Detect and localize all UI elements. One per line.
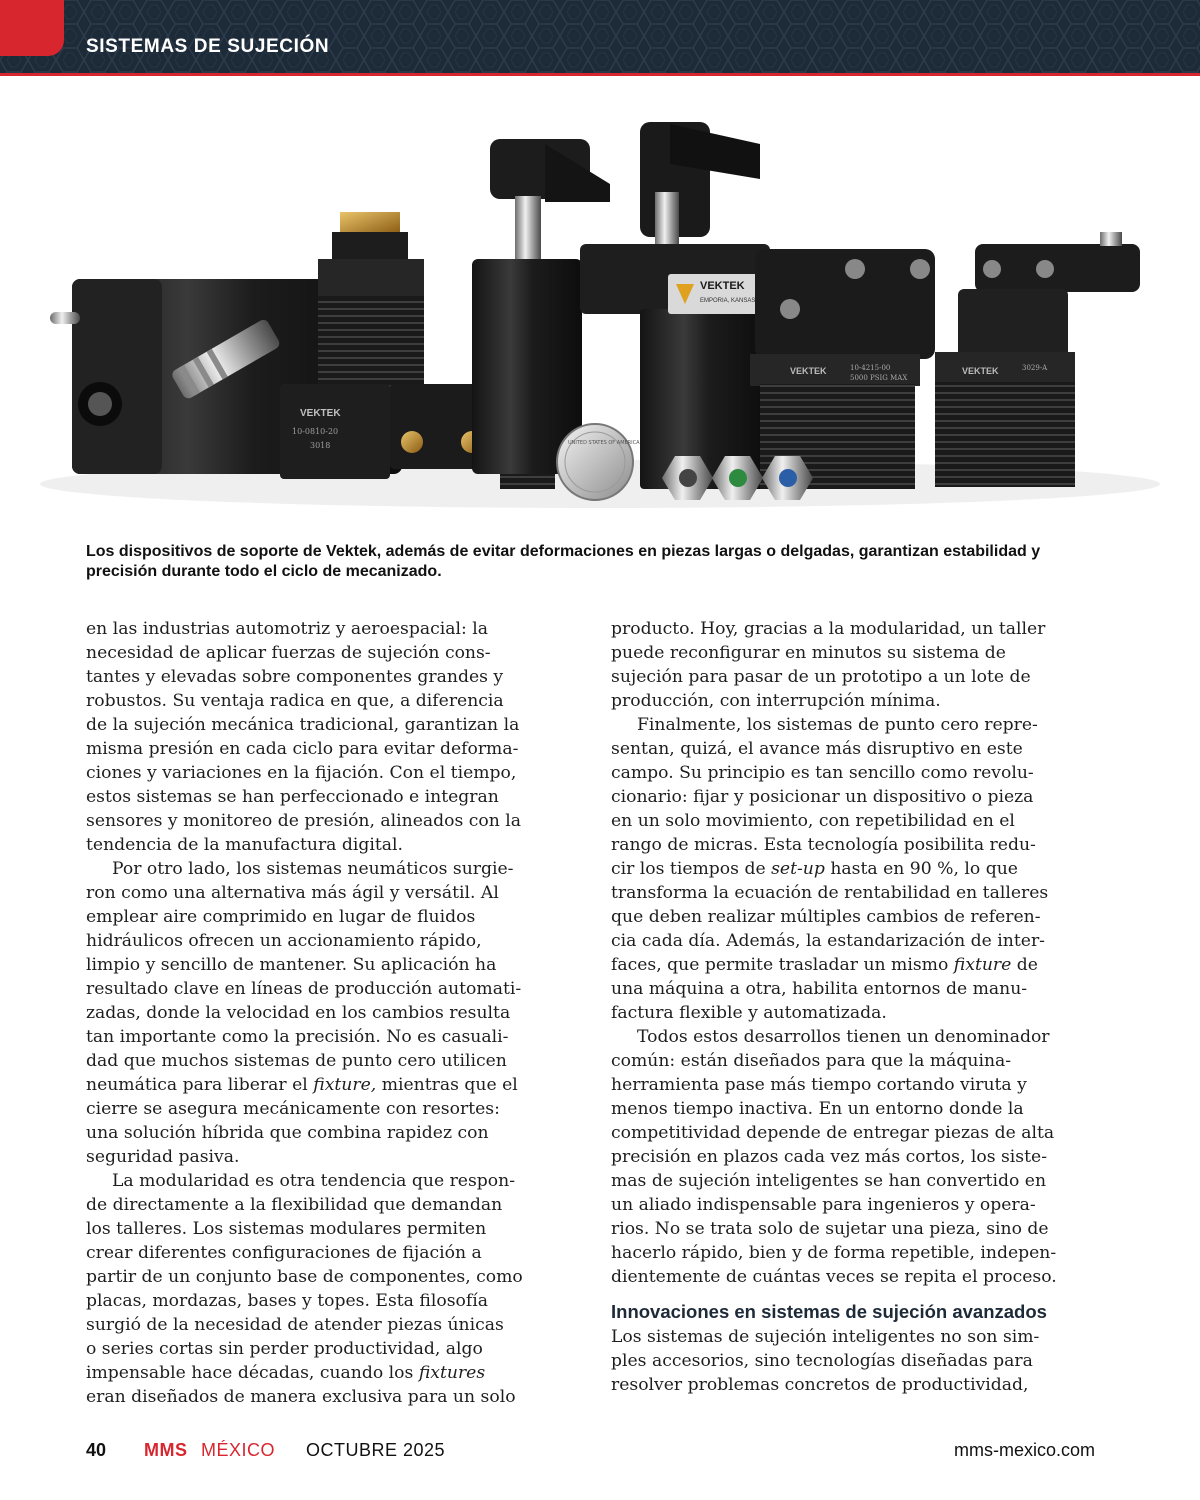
link-clamp-brand: VEKTEK	[790, 366, 827, 376]
body-line: precisión en plazos cada vez más cortos, los siste-	[611, 1147, 1048, 1167]
section-label: SISTEMAS DE SUJECIÓN	[86, 36, 330, 57]
paragraph-start-line: La modularidad es otra tendencia que respon-	[112, 1171, 516, 1191]
body-line: dientemente de cuántas veces se repita el proceso.	[611, 1267, 1057, 1287]
page-number: 40	[86, 1440, 107, 1460]
text-run: impensable hace décadas, cuando los	[86, 1363, 414, 1383]
plate-brand: VEKTEK	[300, 408, 341, 419]
italic-term: fixture	[953, 955, 1012, 975]
body-line: sujeción para pasar de un prototipo a un lote de	[611, 667, 1031, 687]
text-run: neumática para liberar el	[86, 1075, 308, 1095]
body-line: misma presión en cada ciclo para evitar deforma-	[86, 739, 519, 759]
body-line: ples accesorios, sino tecnologías diseñadas para	[611, 1351, 1033, 1371]
body-line: tendencia de la manufactura digital.	[86, 835, 404, 855]
body-line: una máquina a otra, habilita entornos de manu-	[611, 979, 1028, 999]
body-line: tan importante como la precisión. No es casuali-	[86, 1027, 509, 1047]
body-line: cia cada día. Además, la estandarización de inter-	[611, 931, 1045, 951]
vektek-plate-block	[280, 384, 390, 479]
body-column-left	[86, 617, 576, 1409]
body-line: factura flexible y automatizada.	[611, 1003, 887, 1023]
body-line: cionario: fijar y posicionar un dispositivo o pieza	[611, 787, 1034, 807]
paragraph-start-line: Todos estos desarrollos tienen un denominador	[637, 1027, 1050, 1047]
body-line: producción, con interrupción mínima.	[611, 691, 941, 711]
body-line: en un solo movimiento, con repetibilidad en el	[611, 811, 1015, 831]
body-line: un aliado indispensable para ingenieros y opera-	[611, 1195, 1036, 1215]
footer-website: mms-mexico.com	[953, 1440, 1095, 1460]
text-run: hasta en 90 %, lo que	[824, 859, 1018, 879]
footer-issue-date: OCTUBRE 2025	[306, 1440, 446, 1460]
body-line: o series cortas sin perder productividad, algo	[86, 1339, 483, 1359]
body-line: rango de micras. Esta tecnología posibilita redu-	[611, 835, 1036, 855]
body-line: sentan, quizá, el avance más disruptivo en este	[611, 739, 1023, 759]
section-subheading: Innovaciones en sistemas de sujeción avanzados	[611, 1301, 1047, 1322]
body-line: herramienta pase más tiempo cortando viruta y	[611, 1075, 1027, 1095]
body-line: una solución híbrida que combina rapidez con	[86, 1123, 489, 1143]
text-run: faces, que permite trasladar un mismo	[611, 955, 949, 975]
body-line: hacerlo rápido, bien y de forma repetible, indepen-	[611, 1243, 1057, 1263]
body-line: campo. Su principio es tan sencillo como revolu-	[611, 763, 1034, 783]
body-line: transforma la ecuación de rentabilidad en talleres	[611, 883, 1049, 903]
body-line: menos tiempo inactiva. En un entorno donde la	[611, 1099, 1024, 1119]
body-line: zadas, donde la velocidad en los cambios resulta	[86, 1003, 511, 1023]
coin-text: UNITED STATES OF AMERICA	[568, 440, 640, 446]
header-red-rule	[0, 73, 1200, 76]
body-line: crear diferentes configuraciones de fijación a	[86, 1243, 482, 1263]
body-line-mixed	[611, 953, 1101, 977]
body-line: competitividad depende de entregar piezas de alta	[611, 1123, 1055, 1143]
body-line: seguridad pasiva.	[86, 1147, 240, 1167]
body-line: mas de sujeción inteligentes se han convertido en	[611, 1171, 1047, 1191]
body-line: sensores y monitoreo de presión, alineados con la	[86, 811, 522, 831]
body-line: los talleres. Los sistemas modulares permiten	[86, 1219, 487, 1239]
body-line: resultado clave en líneas de producción automati-	[86, 979, 522, 999]
footer-brand-mexico: MÉXICO	[201, 1440, 276, 1460]
link-clamp-pressure: 5000 PSIG MAX	[850, 374, 908, 382]
center-clamp-origin: EMPORIA, KANSAS	[700, 298, 756, 304]
body-line: estos sistemas se han perfeccionado e integran	[86, 787, 499, 807]
photo-caption: Los dispositivos de soporte de Vektek, además de evitar deformaciones en piezas largas o delgadas, garantizan estabilidad y precisión durante todo el ciclo de mecanizado.	[86, 543, 1041, 580]
section-header	[0, 0, 1200, 76]
link-clamp-left	[750, 249, 935, 489]
body-line: placas, mordazas, bases y topes. Esta filosofía	[86, 1291, 488, 1311]
body-line: emplear aire comprimido en lugar de fluidos	[86, 907, 476, 927]
body-line: puede reconfigurar en minutos su sistema de	[611, 643, 1006, 663]
body-line: en las industrias automotriz y aeroespacial: la	[86, 619, 488, 639]
footer-brand-mms: MMS	[144, 1440, 188, 1460]
body-line: de directamente a la flexibilidad que demandan	[86, 1195, 503, 1215]
body-line: robustos. Su ventaja radica en que, a diferencia	[86, 691, 504, 711]
body-line: dad que muchos sistemas de punto cero utilicen	[86, 1051, 507, 1071]
body-line: de la sujeción mecánica tradicional, garantizan la	[86, 715, 520, 735]
paragraph-start-line: Finalmente, los sistemas de punto cero repre-	[637, 715, 1038, 735]
body-line: común: están diseñados para que la máquina-	[611, 1051, 1012, 1071]
body-line: eran diseñados de manera exclusiva para un solo	[86, 1387, 516, 1407]
body-line: ciones y variaciones en la fijación. Con el tiempo,	[86, 763, 517, 783]
plate-number: 3018	[310, 441, 331, 450]
body-line: producto. Hoy, gracias a la modularidad, un taller	[611, 619, 1046, 639]
body-line: partir de un conjunto base de componentes, como	[86, 1267, 523, 1287]
text-run: cir los tiempos de	[611, 859, 766, 879]
body-line: limpio y sencillo de mantener. Su aplicación ha	[86, 955, 497, 975]
body-line: surgió de la necesidad de atender piezas únicas	[86, 1315, 504, 1335]
body-line-mixed	[611, 857, 1101, 881]
product-photo	[0, 84, 1200, 524]
body-line: que deben realizar múltiples cambios de referen-	[611, 907, 1041, 927]
plate-code: 10-0810-20	[292, 427, 339, 436]
body-line: cierre se asegura mecánicamente con resortes:	[86, 1099, 500, 1119]
link-clamp-right-brand: VEKTEK	[962, 366, 999, 376]
center-clamp-brand: VEKTEK	[700, 280, 745, 292]
paragraph-start-line: Por otro lado, los sistemas neumáticos surgie-	[112, 859, 514, 879]
body-line-mixed	[86, 1073, 576, 1097]
body-column-right	[611, 617, 1101, 1397]
italic-term: fixtures	[418, 1363, 486, 1383]
link-clamp-code: 10-4215-00	[850, 364, 891, 372]
text-run: mientras que el	[376, 1075, 518, 1095]
italic-term: set-up	[771, 859, 825, 879]
body-line: rios. No se trata solo de sujetar una pieza, sino de	[611, 1219, 1049, 1239]
italic-term: fixture,	[313, 1075, 377, 1095]
text-run: de	[1011, 955, 1038, 975]
body-line: Los sistemas de sujeción inteligentes no son sim-	[611, 1327, 1040, 1347]
body-line: hidráulicos ofrecen un accionamiento rápido,	[86, 931, 482, 951]
body-line: resolver problemas concretos de productividad,	[611, 1375, 1029, 1395]
header-red-tab	[0, 0, 64, 56]
hex-nut-supports	[662, 456, 813, 500]
body-line-mixed	[86, 1361, 576, 1385]
body-line: necesidad de aplicar fuerzas de sujeción cons-	[86, 643, 491, 663]
body-line: ron como una alternativa más ágil y versátil. Al	[86, 883, 499, 903]
link-clamp-right-code: 3029-A	[1022, 364, 1048, 372]
body-line: tantes y elevadas sobre componentes grandes y	[86, 667, 504, 687]
